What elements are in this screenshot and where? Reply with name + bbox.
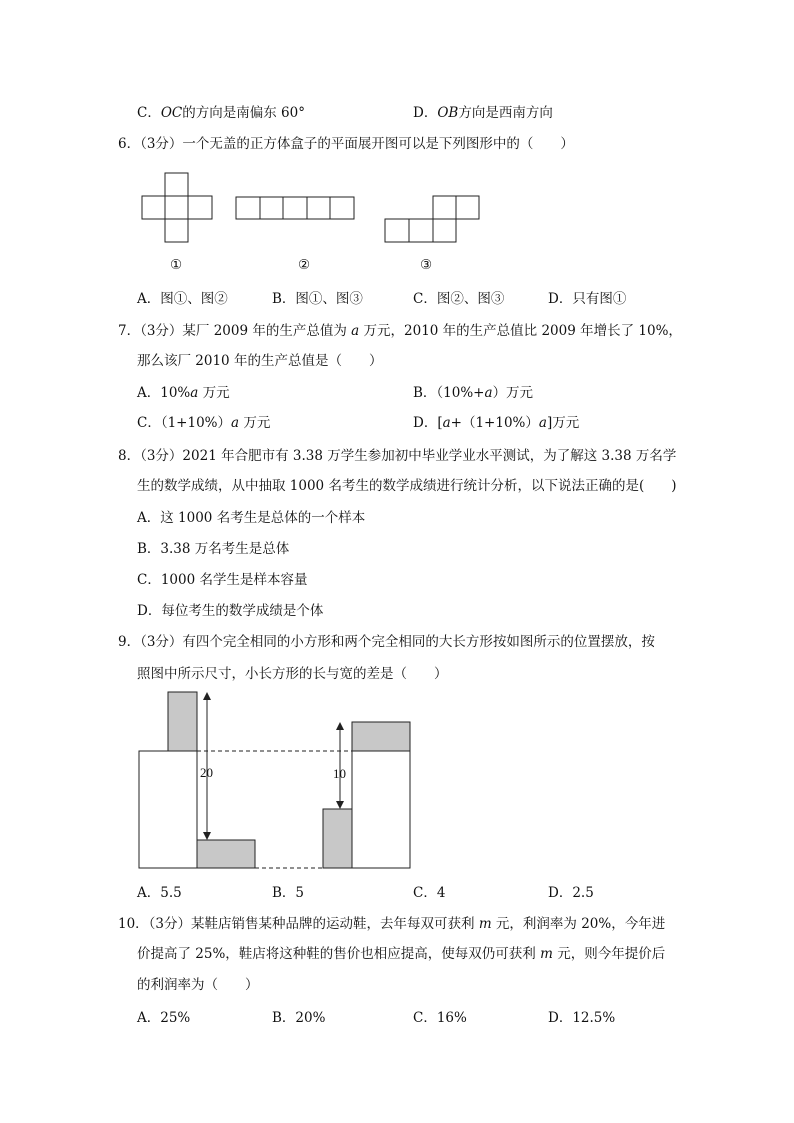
q9-stem-line1: 9．（3分）有四个完全相同的小方形和两个完全相同的大长方形按如图所示的位置摆放，按 (118, 634, 655, 650)
q9-stem-line2: 照图中所示尺寸，小长方形的长与宽的差是（ ） (137, 666, 448, 682)
small-rect-right-upright (323, 809, 352, 868)
small-rect-left-flat (197, 840, 255, 868)
q6-option-a: A．图①、图② (137, 291, 228, 307)
q6-option-c: C．图②、图③ (413, 291, 505, 307)
q7-option-a: A．10%a 万元 (137, 385, 230, 401)
small-rect-left-upright (168, 692, 197, 751)
q8-option-d: D．每位考生的数学成绩是个体 (137, 603, 324, 619)
q6-fig-label-3: ③ (420, 257, 433, 273)
big-rect-right (352, 751, 410, 868)
q10-option-c: C．16% (413, 1010, 467, 1026)
q6-option-d: D．只有图① (548, 291, 627, 307)
q7-stem-line1: 7．（3分）某厂 2009 年的生产总值为 a 万元，2010 年的生产总值比 2009 年增长了 10%， (118, 323, 682, 339)
q6-stem: 6．（3分）一个无盖的正方体盒子的平面展开图可以是下列图形中的（ ） (118, 136, 574, 152)
q8-option-b: B．3.38 万名考生是总体 (137, 541, 290, 557)
q6-option-b: B．图①、图③ (272, 291, 363, 307)
q10-stem-line2: 价提高了 25%，鞋店将这种鞋的售价也相应提高，使每双仍可获利 m 元，则今年提价后 (137, 946, 666, 962)
q7-stem-line2: 那么该厂 2010 年的生产总值是（ ） (137, 353, 383, 369)
q9-option-a: A．5.5 (137, 885, 182, 901)
q9-option-d: D．2.5 (548, 885, 594, 901)
q9-option-c: C．4 (413, 885, 446, 901)
q6-fig-label-2: ② (298, 257, 311, 273)
q10-option-a: A．25% (137, 1010, 191, 1026)
q8-stem-line1: 8．（3分）2021 年合肥市有 3.38 万学生参加初中毕业学业水平测试，为了解这 3.38 万名学 (118, 448, 677, 464)
q5-option-d: D．OB方向是西南方向 (413, 105, 553, 121)
q6-fig-label-1: ① (170, 257, 183, 273)
q8-option-a: A．这 1000 名考生是总体的一个样本 (137, 510, 366, 526)
q9-dimension-10: 10 (333, 766, 346, 781)
q10-stem-line1: 10．（3分）某鞋店销售某种品牌的运动鞋，去年每双可获利 m 元，利润率为 20%，今年进 (118, 916, 666, 932)
q8-stem-line2: 生的数学成绩，从中抽取 1000 名考生的数学成绩进行统计分析，以下说法正确的是( ) (137, 478, 677, 494)
small-rect-right-flat (352, 722, 410, 751)
q7-option-c: C．（1+10%）a 万元 (137, 415, 271, 431)
q7-option-d: D．[a+（1+10%）a]万元 (413, 415, 580, 431)
big-rect-left (139, 751, 197, 868)
q5-option-c: C．OC的方向是南偏东 60° (137, 105, 305, 121)
q10-option-b: B．20% (272, 1010, 326, 1026)
q8-option-c: C．1000 名学生是样本容量 (137, 572, 308, 588)
q10-stem-line3: 的利润率为（ ） (137, 977, 259, 993)
q9-option-b: B．5 (272, 885, 305, 901)
q9-dimension-20: 20 (200, 765, 213, 780)
q10-option-d: D．12.5% (548, 1010, 616, 1026)
q7-option-b: B．（10%+a）万元 (413, 385, 534, 401)
